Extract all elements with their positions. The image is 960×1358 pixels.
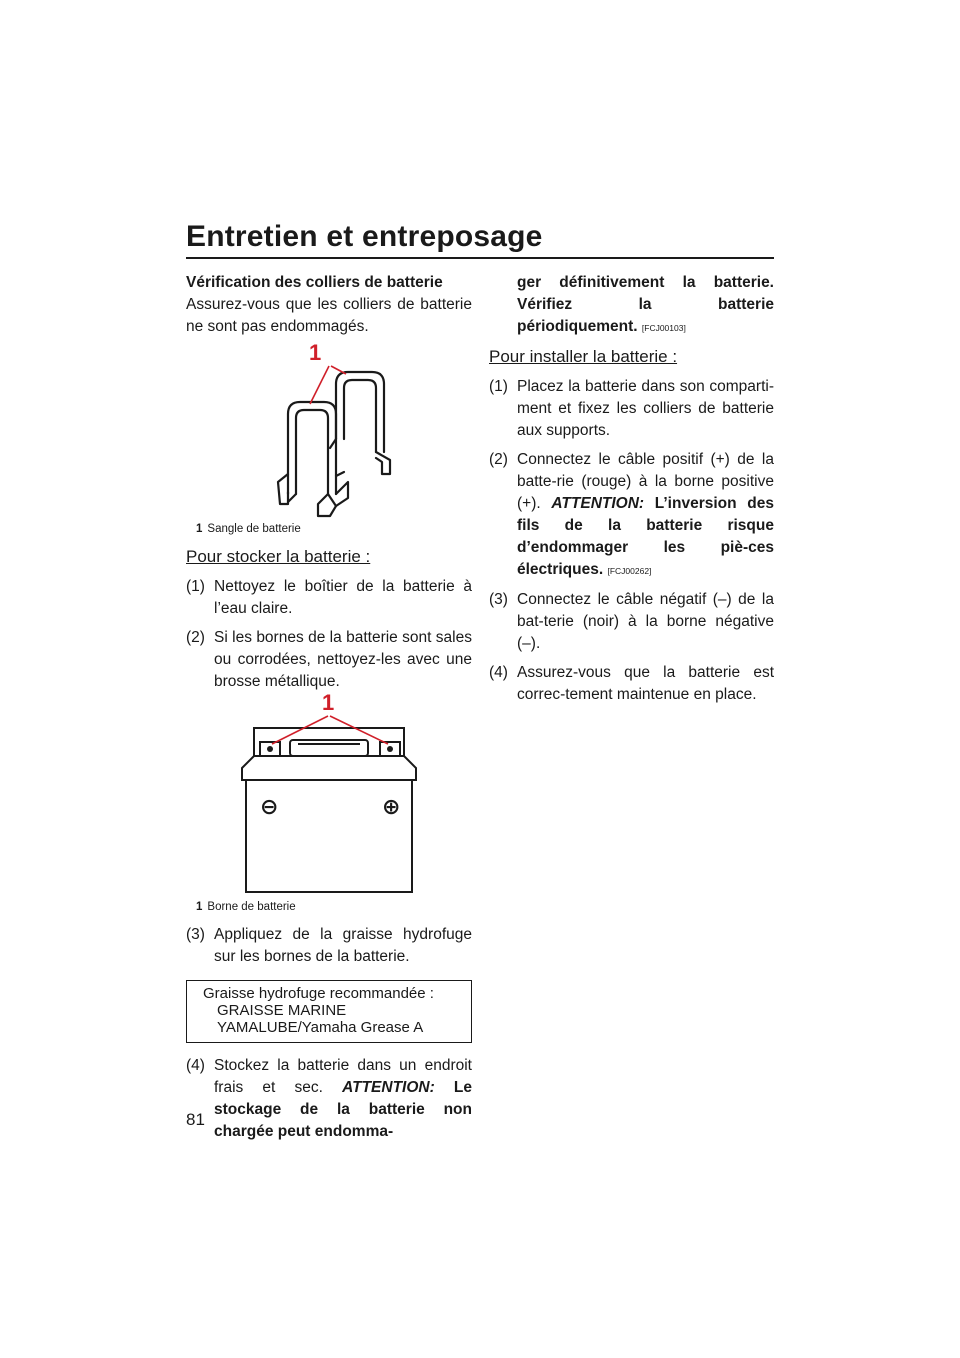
terminal-caption [196, 900, 472, 914]
positive-terminal-icon: ⊕ [382, 794, 401, 819]
strap-callout-number: 1 [309, 340, 322, 365]
step-text [214, 1055, 472, 1143]
terminal-callout-number: 1 [322, 690, 335, 715]
step-number: (2) [489, 451, 508, 468]
store-heading: Pour stocker la batterie : [186, 547, 371, 566]
step-number: (1) [186, 578, 205, 595]
battery-illustration [186, 700, 472, 900]
install-step-4 [489, 662, 774, 706]
reference-code: [FCJ00103] [641, 323, 686, 333]
store-step-3 [186, 924, 472, 968]
grease-item: GRAISSE MARINE [217, 1002, 347, 1019]
store-step-4 [186, 1055, 472, 1143]
step-text: Assurez-vous que la batterie est correc-tement maintenue en place. [517, 664, 774, 703]
install-step-1 [489, 376, 774, 442]
strap-caption-text: Sangle de batterie [207, 523, 301, 535]
battery-terminal-figure [186, 690, 472, 900]
terminal-caption-number: 1 [196, 901, 203, 913]
reference-code: [FCJ00262] [607, 566, 652, 576]
battery-strap-illustration [186, 340, 472, 522]
step-number: (3) [186, 926, 205, 943]
attention-warning: L’inversion des fils de la batterie risque d’endommager les piè-ces électriques. [517, 495, 774, 578]
install-step-3 [489, 589, 774, 655]
check-text: Assurez-vous que les colliers de batterie ne sont pas endommagés. [186, 296, 472, 335]
left-column [186, 272, 472, 1150]
step-number: (4) [186, 1057, 205, 1074]
terminal-caption-text: Borne de batterie [207, 901, 296, 913]
step-text: Si les bornes de la batterie sont sales ou corrodées, nettoyez-les avec une brosse métallique. [214, 629, 472, 690]
grease-spec-box [186, 980, 472, 1043]
strap-caption-number: 1 [196, 523, 203, 535]
title-divider [186, 257, 774, 259]
grease-item: YAMALUBE/Yamaha Grease A [217, 1019, 424, 1036]
attention-warning: Le stockage de la batterie non chargée peut endomma- [214, 1079, 472, 1140]
grease-title: Graisse hydrofuge recommandée : [203, 985, 434, 1002]
step-text: Appliquez de la graisse hydrofuge sur les bornes de la batterie. [214, 926, 472, 965]
install-heading: Pour installer la batterie : [489, 347, 678, 366]
step-text: Connectez le câble négatif (–) de la bat-terie (noir) à la borne négative (–). [517, 591, 774, 652]
battery-strap-figure [186, 340, 472, 522]
install-step-2 [489, 449, 774, 582]
store-step-2 [186, 627, 472, 693]
continued-warning-text: ger définitivement la batterie. Vérifiez la batterie périodiquement. [517, 274, 774, 335]
step-text: Nettoyez le boîtier de la batterie à l’eau claire. [214, 578, 472, 617]
attention-label: ATTENTION: [342, 1079, 435, 1096]
negative-terminal-icon: ⊖ [260, 794, 279, 819]
attention-label: ATTENTION: [551, 495, 645, 512]
strap-caption [196, 522, 472, 536]
page-number: 81 [186, 1110, 205, 1129]
step-number: (1) [489, 378, 508, 395]
right-column [489, 272, 774, 713]
step-number: (4) [489, 664, 508, 681]
step-number: (2) [186, 629, 205, 646]
step-number: (3) [489, 591, 508, 608]
check-heading: Vérification des colliers de batterie [186, 274, 443, 291]
continued-warning [489, 272, 774, 339]
step-2-text: Connectez le câble positif (+) de la batte-rie (rouge) à la borne positive (+). [517, 451, 774, 512]
page-title: Entretien et entreposage [186, 220, 543, 253]
step-text [517, 449, 774, 582]
step-text: Placez la batterie dans son comparti-ment et fixez les colliers de batterie aux supports. [517, 378, 774, 439]
store-step-1 [186, 576, 472, 620]
step-4-text: Stockez la batterie dans un endroit frais et sec. [214, 1057, 472, 1096]
